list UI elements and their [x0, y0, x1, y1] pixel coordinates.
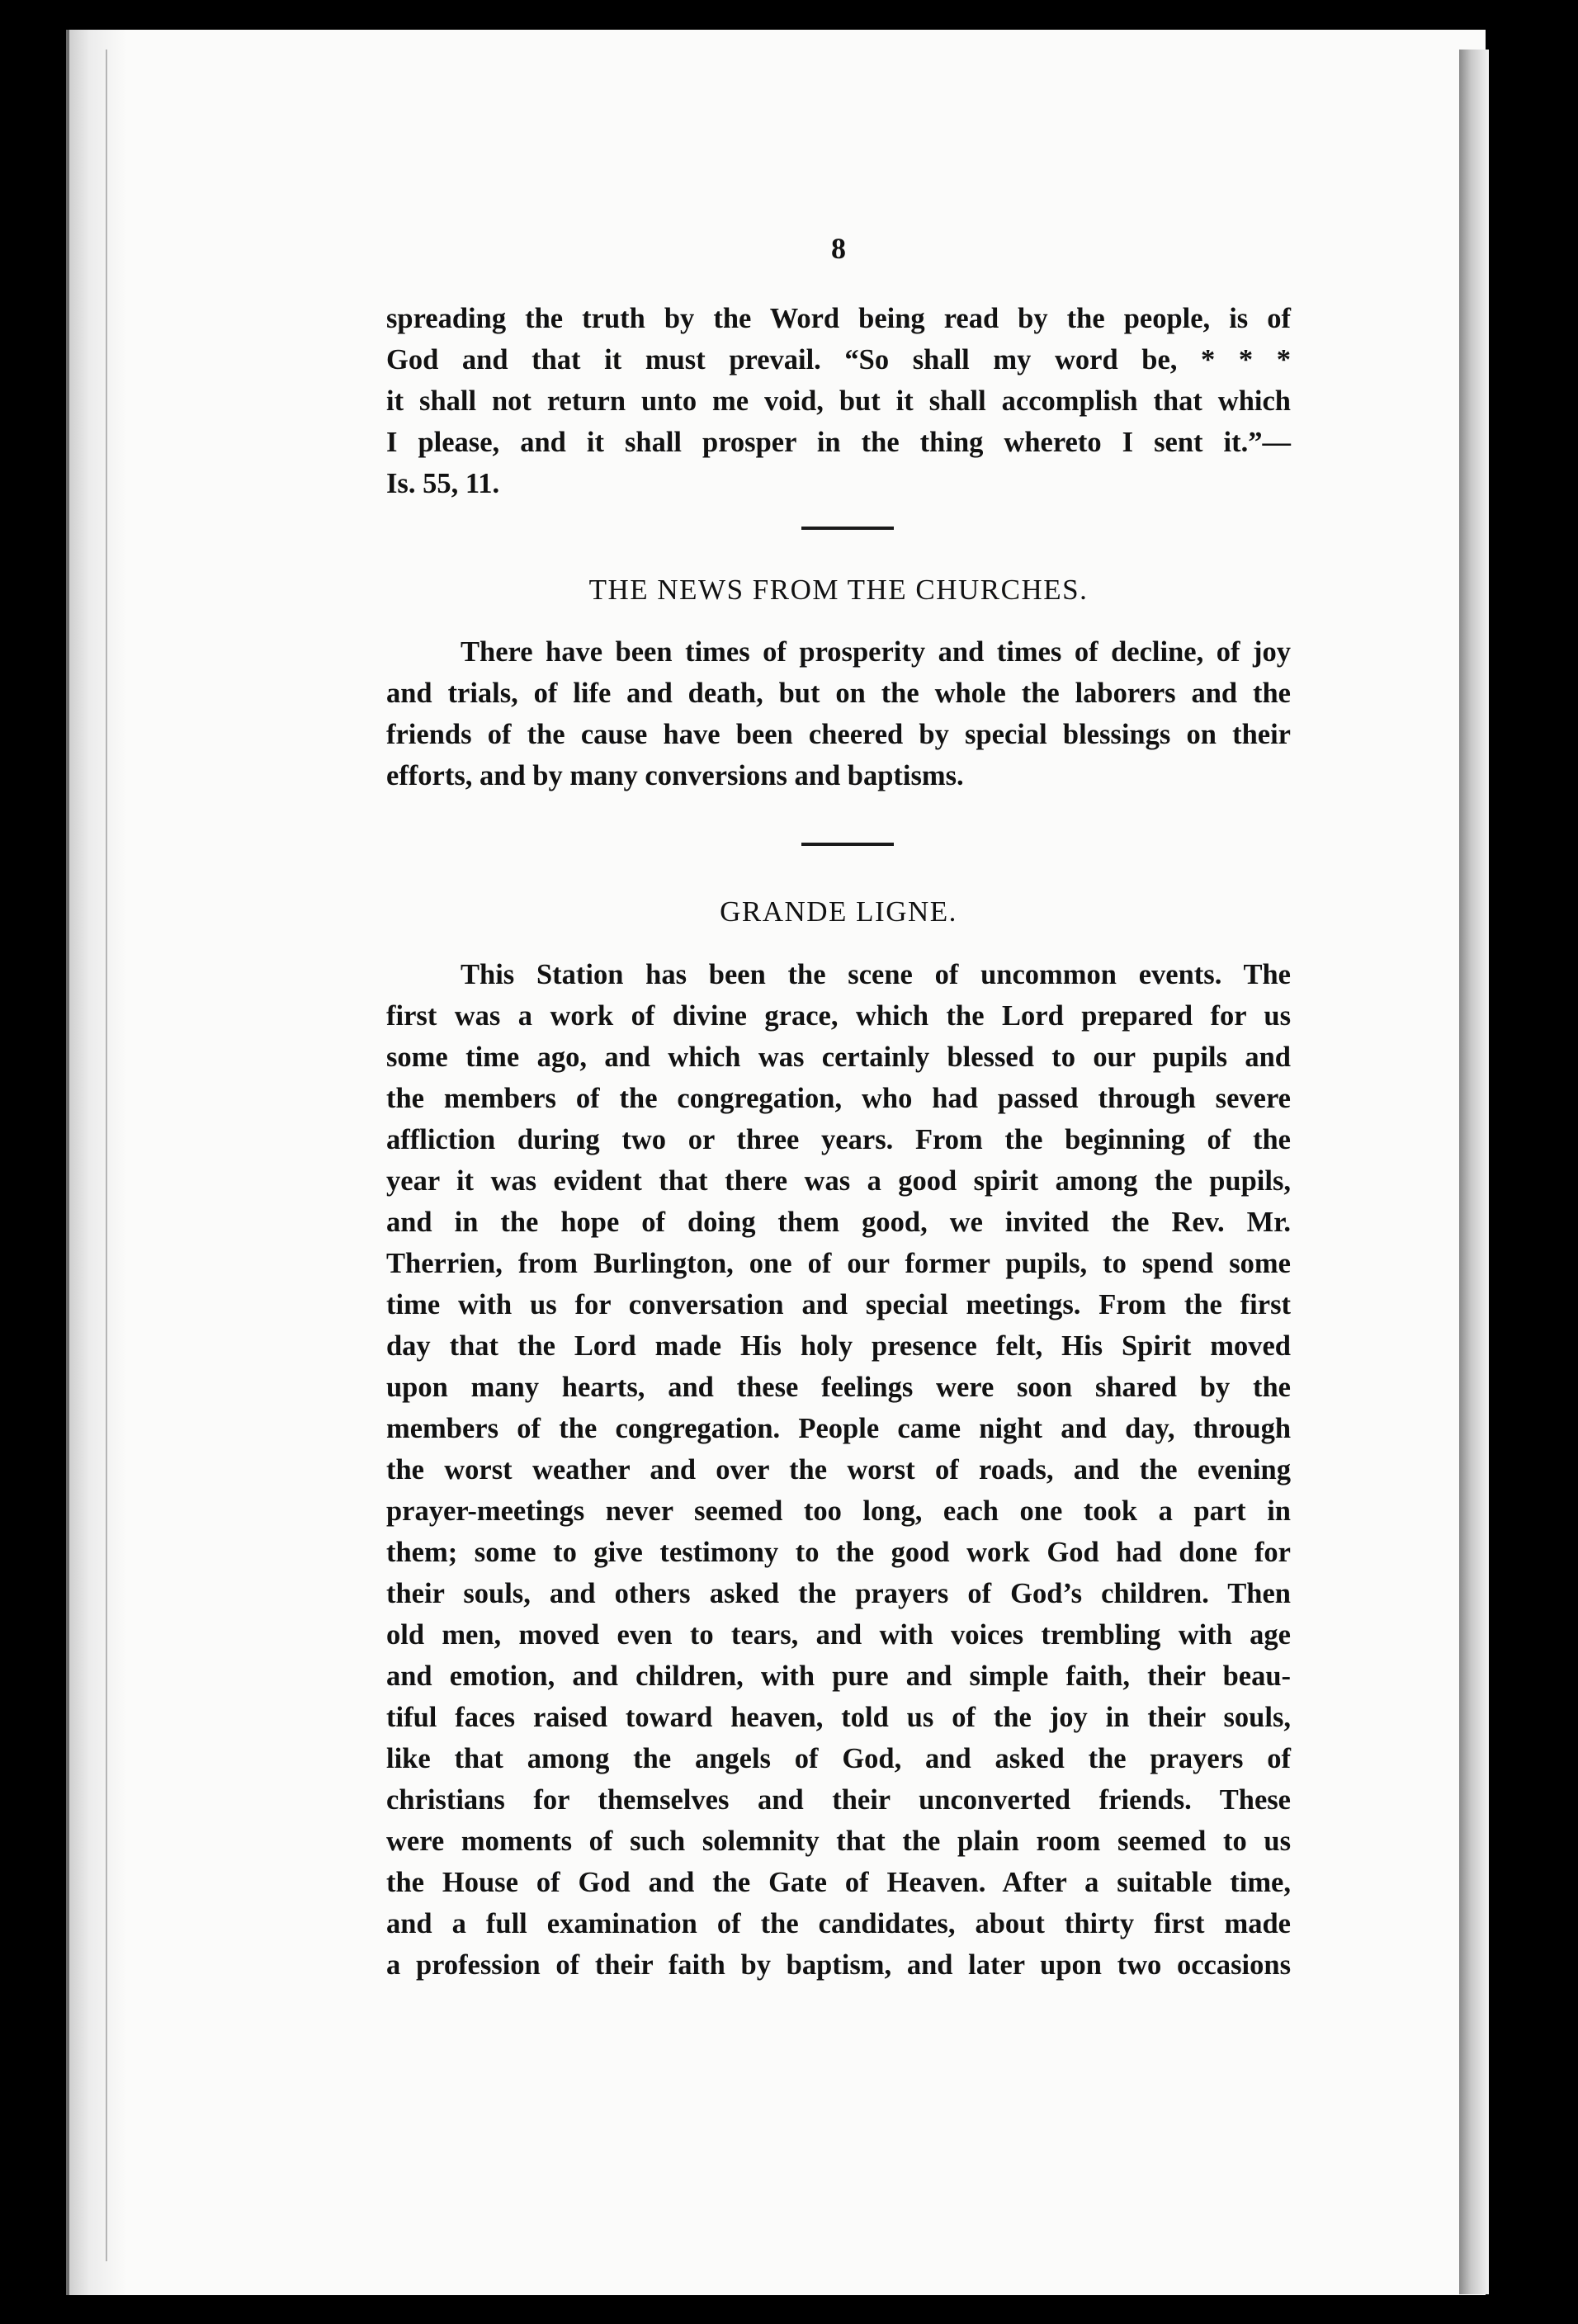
- text-line: prayer-meetings never seemed too long, each one took a part in: [386, 1495, 1291, 1527]
- text-line: day that the Lord made His holy presence felt, His Spirit moved: [386, 1330, 1291, 1362]
- text-line: friends of the cause have been cheered by special blessings on their: [386, 719, 1291, 750]
- text-line: them; some to give testimony to the good work God had done for: [386, 1537, 1291, 1568]
- text-line: their souls, and others asked the prayers of God’s children. Then: [386, 1578, 1291, 1609]
- text-line: God and that it must prevail. “So shall my word be, * * *: [386, 344, 1291, 376]
- section-divider: [801, 843, 894, 846]
- text-line: and a full examination of the candidates, about thirty first made: [386, 1908, 1291, 1939]
- text-line: upon many hearts, and these feelings were soon shared by the: [386, 1372, 1291, 1403]
- text-line: were moments of such solemnity that the plain room seemed to us: [386, 1826, 1291, 1857]
- text-line: a profession of their faith by baptism, and later upon two occasions: [386, 1949, 1291, 1981]
- text-line: the worst weather and over the worst of roads, and the evening: [386, 1454, 1291, 1486]
- text-line: year it was evident that there was a good spirit among the pupils,: [386, 1165, 1291, 1197]
- text-line: Is. 55, 11.: [386, 468, 500, 499]
- gutter-fold-line: [106, 50, 107, 2261]
- text-line: members of the congregation. People came night and day, through: [386, 1413, 1291, 1444]
- text-line: This Station has been the scene of uncommon events. The: [461, 959, 1291, 990]
- text-line: the House of God and the Gate of Heaven. After a suitable time,: [386, 1867, 1291, 1898]
- text-line: it shall not return unto me void, but it shall accomplish that which: [386, 385, 1291, 417]
- page-number: 8: [831, 232, 846, 265]
- section-divider: [801, 527, 894, 530]
- text-line: and emotion, and children, with pure and simple faith, their beau-: [386, 1660, 1291, 1692]
- text-line: and in the hope of doing them good, we invited the Rev. Mr.: [386, 1207, 1291, 1238]
- text-line: and trials, of life and death, but on the whole the laborers and the: [386, 678, 1291, 709]
- text-line: I please, and it shall prosper in the thing whereto I sent it.”—: [386, 427, 1291, 458]
- section-heading-grande-ligne: GRANDE LIGNE.: [720, 895, 957, 928]
- section-heading-news: THE NEWS FROM THE CHURCHES.: [588, 574, 1089, 606]
- text-line: Therrien, from Burlington, one of our former pupils, to spend some: [386, 1248, 1291, 1279]
- text-line: spreading the truth by the Word being read by the people, is of: [386, 303, 1291, 334]
- text-line: time with us for conversation and special meetings. From the first: [386, 1289, 1291, 1320]
- text-line: tiful faces raised toward heaven, told us of the joy in their souls,: [386, 1702, 1291, 1733]
- binding-gutter: [66, 30, 127, 2295]
- text-line: some time ago, and which was certainly blessed to our pupils and: [386, 1042, 1291, 1073]
- text-line: old men, moved even to tears, and with voices trembling with age: [386, 1619, 1291, 1651]
- text-line: There have been times of prosperity and times of decline, of joy: [461, 636, 1291, 668]
- next-page-edge: [1459, 50, 1489, 2294]
- text-line: first was a work of divine grace, which the Lord prepared for us: [386, 1000, 1291, 1032]
- text-line: the members of the congregation, who had passed through severe: [386, 1083, 1291, 1114]
- text-line: christians for themselves and their unconverted friends. These: [386, 1784, 1291, 1816]
- text-line: affliction during two or three years. From the beginning of the: [386, 1124, 1291, 1155]
- text-line: like that among the angels of God, and asked the prayers of: [386, 1743, 1291, 1774]
- text-line: efforts, and by many conversions and baptisms.: [386, 760, 964, 791]
